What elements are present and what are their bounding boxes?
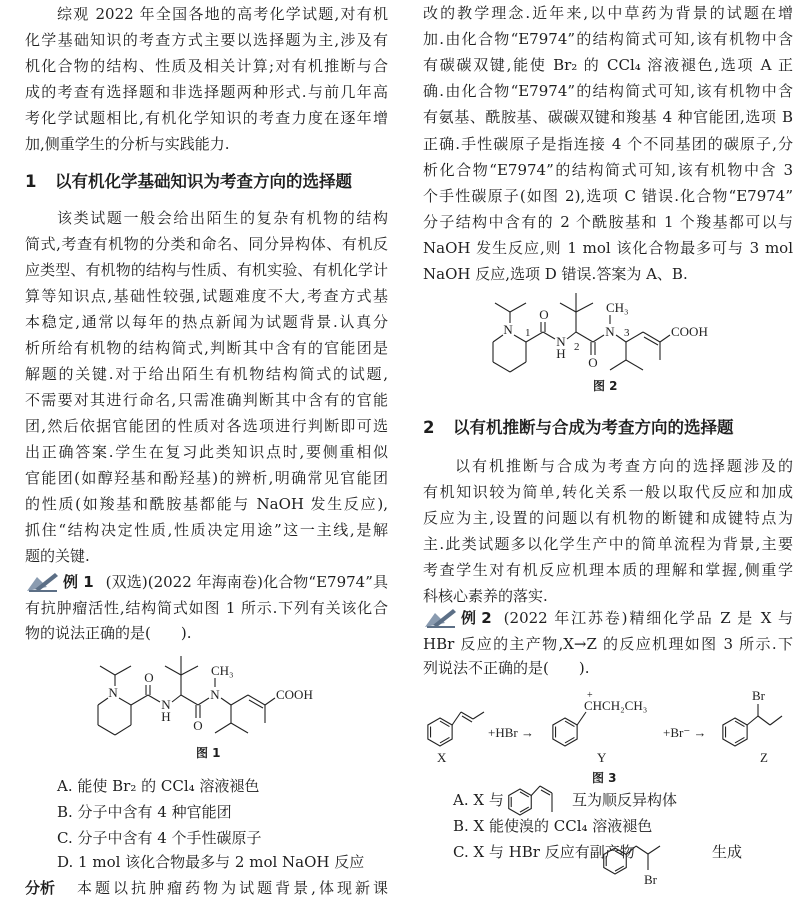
paragraph-line: 反应为主,设置的问题以有机物的断键和成键特点为 [423, 509, 793, 527]
example-pencil-icon [423, 607, 457, 629]
paragraph-line: 官能团(如醇羟基和酚羟基)的辨析,明确常见官能团 [25, 469, 388, 487]
bond [543, 332, 555, 339]
analysis-label: 分析 [25, 879, 56, 897]
aromatic-bond [520, 792, 529, 797]
intro-line: 机化合物的结构、性质及相关计算;对有机推断与合 [25, 57, 388, 75]
paragraph-line: 正确.手性碳原子是指连接 4 个不同基团的碳原子,分 [423, 134, 793, 153]
atom-n: N [503, 322, 513, 337]
bond [541, 790, 550, 795]
chiral-label: 2 [574, 341, 580, 353]
bond [576, 332, 593, 342]
option-c: C. 分子中含有 4 个手性碳原子 [57, 829, 262, 847]
intro-line: 加,侧重学生的分析与实践能力. [25, 135, 230, 153]
option-c: C. X 与 HBr 反应有副产物 [453, 843, 635, 861]
bond [172, 695, 181, 702]
paragraph-line: 团,然后依据官能团的性质对各选项进行判断即可选 [25, 417, 388, 435]
paragraph-line: 简式,考查有机物的分类和命名、同分异构体、有机反 [25, 235, 388, 253]
bond [636, 846, 648, 854]
paragraph-line: 题的关键. [25, 547, 90, 565]
bond [626, 332, 643, 342]
paragraph-line: 本稳定,通常以每年的热点新闻为试题背景.认真分 [25, 313, 388, 331]
figure-3-caption: 图 3 [592, 771, 617, 785]
example-text: (2022 年江苏卷)精细化学品 Z 是 X 与 [503, 609, 793, 627]
bond [215, 723, 231, 733]
aromatic-bond [440, 737, 449, 742]
bond [249, 700, 263, 708]
atom-o: O [539, 307, 549, 322]
section-number: 2 [423, 418, 435, 437]
aromatic-bond [565, 737, 574, 742]
bond [514, 335, 526, 342]
figure-2-caption: 图 2 [593, 379, 618, 393]
bond [510, 362, 526, 372]
aromatic-bond [735, 737, 744, 742]
bond [198, 698, 209, 705]
bond [231, 723, 248, 733]
option-b: B. X 能使溴的 CCl₄ 溶液褪色 [453, 817, 653, 835]
section-number: 1 [25, 172, 37, 191]
option-a: A. 能使 Br₂ 的 CCl₄ 溶液褪色 [57, 777, 260, 795]
figure-1-caption: 图 1 [196, 746, 221, 760]
bond [148, 695, 160, 702]
bond [593, 335, 604, 342]
paragraph-line: 有氨基、酰胺基、碳碳双键和羧基 4 种官能团,选项 B [423, 108, 793, 127]
paragraph-line: 不需要对其进行命名,只需准确判断其中含有的官能 [25, 391, 388, 409]
bond [131, 695, 148, 705]
aromatic-bond [565, 721, 574, 726]
section-title: 以有机化学基础知识为考查方向的选择题 [55, 172, 352, 191]
option-c-suffix: 生成 [712, 843, 743, 861]
bond [531, 786, 540, 796]
paragraph-line: 算等知识点,基础性较强,试题难度不大,考查方式基 [25, 287, 388, 305]
paragraph-line: 解题的关键.对于给出陌生有机物结构简式的试题, [25, 365, 388, 383]
benzene-ring [509, 789, 532, 815]
bond [747, 716, 758, 725]
atom-n: N [605, 324, 615, 339]
z-bromine: Br [752, 688, 765, 703]
bond [462, 716, 472, 722]
section-title: 以有机推断与合成为考查方向的选择题 [453, 418, 734, 437]
paragraph-line: 考查学生对有机反应机理本质的理解和掌握,侧重学 [423, 561, 793, 579]
bond [221, 698, 231, 705]
bond [758, 716, 770, 725]
bond [567, 332, 576, 339]
atom-n: N [210, 687, 220, 702]
benzene-ring [553, 718, 577, 746]
atom-h: H [556, 346, 566, 361]
section-heading-1 [25, 170, 352, 194]
example-label: 例 1 [63, 573, 94, 591]
bond [540, 786, 552, 793]
y-side-chain: CHCH₂CH₃ [584, 698, 648, 713]
paragraph-line: NaOH 反应,选项 D 错误.答案为 A、B. [423, 265, 688, 283]
paragraph-line: 出正确答案.学生在复习此类知识点时,要侧重相似 [25, 443, 388, 461]
example-label: 例 2 [461, 609, 492, 627]
bond [610, 360, 626, 370]
paragraph-line: 改的教学理念.近年来,以中草药为背景的试题在增 [423, 4, 793, 22]
bond [231, 695, 248, 705]
bond [165, 666, 181, 675]
paragraph-line: 抓住“结构决定性质,性质决定用途”这一主线,是解 [25, 521, 388, 539]
bond [643, 332, 660, 342]
bond [660, 335, 670, 342]
paragraph-line: 的性质(如羧基和酰胺基都能与 NaOH 发生反应), [25, 495, 388, 513]
bond [119, 698, 131, 705]
paragraph-line: 个手性碳原子(如图 2),选项 C 错误.化合物“E7974” [423, 186, 793, 205]
bond [98, 725, 115, 735]
reagent-hbr: +HBr → [488, 725, 534, 740]
label-x: X [437, 750, 447, 765]
aromatic-bond [440, 721, 449, 726]
paragraph-line: 以有机推断与合成为考查方向的选择题涉及的 [455, 457, 793, 475]
chiral-label: 3 [624, 327, 630, 339]
intro-line: 成的考查有选择题和非选择题两种形式.与前几年高 [25, 83, 388, 101]
byproduct-bromine: Br [644, 872, 657, 887]
group-cooh: COOH [276, 687, 313, 702]
paragraph-line: NaOH 发生反应,则 1 mol 该化合物最多可与 3 mol [423, 238, 793, 257]
carbocation-charge: + [587, 690, 593, 701]
bond [495, 303, 510, 312]
bond [452, 712, 461, 725]
analysis-text: 本题以抗肿瘤药物为试题背景,体现新课 [77, 879, 388, 897]
paragraph-line: 主.此类试题多以化学生产中的简单流程为背景,主要 [423, 535, 793, 553]
atom-o: O [193, 718, 203, 733]
example-1-header [25, 571, 388, 593]
figure-2-structure [493, 293, 708, 372]
paragraph-line: 确.由化合物“E7974”的结构简式可知,该有机物中含 [423, 82, 793, 101]
label-y: Y [597, 750, 607, 765]
analysis-line [25, 877, 388, 899]
bond [577, 712, 586, 725]
bond [115, 725, 131, 735]
bond [248, 695, 265, 705]
label-z: Z [760, 750, 768, 765]
bond [626, 360, 643, 370]
benzene-ring [723, 718, 747, 746]
bond [181, 666, 198, 675]
example-line: 物的说法正确的是( ). [25, 624, 192, 642]
bond [576, 303, 593, 312]
chiral-label: 1 [525, 327, 531, 339]
paragraph-line: 应类型、有机物的结构与性质、有机实验、有机化学计 [25, 261, 388, 279]
bond [115, 666, 131, 675]
paragraph-line: 析所给有机物的结构简式,判断其中含有的官能团是 [25, 339, 388, 357]
bond [770, 716, 782, 725]
option-a-suffix: 互为顺反异构体 [572, 791, 678, 809]
group-cooh: COOH [671, 324, 708, 339]
option-d: D. 1 mol 该化合物最多与 2 mol NaOH 反应 [57, 853, 365, 871]
paragraph-line: 科核心素养的落实. [423, 587, 548, 605]
bond [526, 332, 543, 342]
paragraph-line: 该类试题一般会给出陌生的复杂有机物的结构 [57, 209, 388, 227]
example-text: (双选)(2022 年海南卷)化合物“E7974”具 [105, 573, 388, 591]
benzene-ring [428, 718, 452, 746]
intro-line: 考化学试题相比,有机化学知识的考查力度在逐年增 [25, 109, 388, 127]
bond [648, 846, 660, 854]
atom-o: O [588, 355, 598, 370]
paragraph-line: 有碳碳双键,能使 Br₂ 的 CCl₄ 溶液褪色,选项 A 正 [423, 56, 793, 75]
paragraph-line: 析化合物“E7974”的结构简式可知,该有机物中含 3 [423, 160, 793, 179]
atom-h: H [161, 709, 171, 724]
bond [100, 666, 115, 675]
atom-o: O [144, 670, 154, 685]
section-heading-2 [423, 416, 734, 440]
bond [265, 698, 275, 705]
intro-line: 化学基础知识的考查方式主要以选择题为主,涉及有 [25, 31, 388, 49]
atom-n: N [108, 685, 118, 700]
example-2-header [423, 607, 793, 629]
option-a: A. X 与 [453, 791, 504, 809]
group-ch3: CH₃ [606, 300, 629, 315]
group-ch3: CH₃ [211, 663, 234, 678]
paragraph-line: 有机知识较为简单,转化关系一般以取代反应和加成 [423, 483, 793, 501]
bond [644, 337, 658, 345]
bond [493, 335, 503, 342]
bond [560, 303, 576, 312]
bond [510, 303, 526, 312]
bond [493, 362, 510, 372]
paragraph-line: 加.由化合物“E7974”的结构简式可知,该有机物中含 [423, 30, 793, 49]
example-line: 列说法不正确的是( ). [423, 659, 590, 677]
bond [616, 335, 626, 342]
intro-line: 综观 2022 年全国各地的高考化学试题,对有机 [57, 5, 388, 23]
paragraph-line: 分子结构中含有的 2 个酰胺基和 1 个羧基都可以与 [423, 212, 793, 231]
option-b: B. 分子中含有 4 种官能团 [57, 803, 232, 821]
bond [98, 698, 108, 705]
aromatic-bond [735, 721, 744, 726]
bond [181, 695, 198, 705]
bond [461, 712, 473, 719]
figure-1-structure [98, 656, 313, 735]
aromatic-bond [615, 866, 624, 871]
example-line: 有抗肿瘤活性,结构简式如图 1 所示.下列有关该化合 [25, 599, 388, 617]
example-pencil-icon [25, 571, 59, 593]
example-line: HBr 反应的主产物,X→Z 的反应机理如图 3 所示.下 [423, 635, 793, 653]
aromatic-bond [520, 807, 529, 812]
reagent-bromide: +Br⁻ → [663, 725, 707, 740]
atom-nh: N [556, 334, 566, 349]
atom-nh: N [161, 697, 171, 712]
bond [473, 712, 484, 719]
